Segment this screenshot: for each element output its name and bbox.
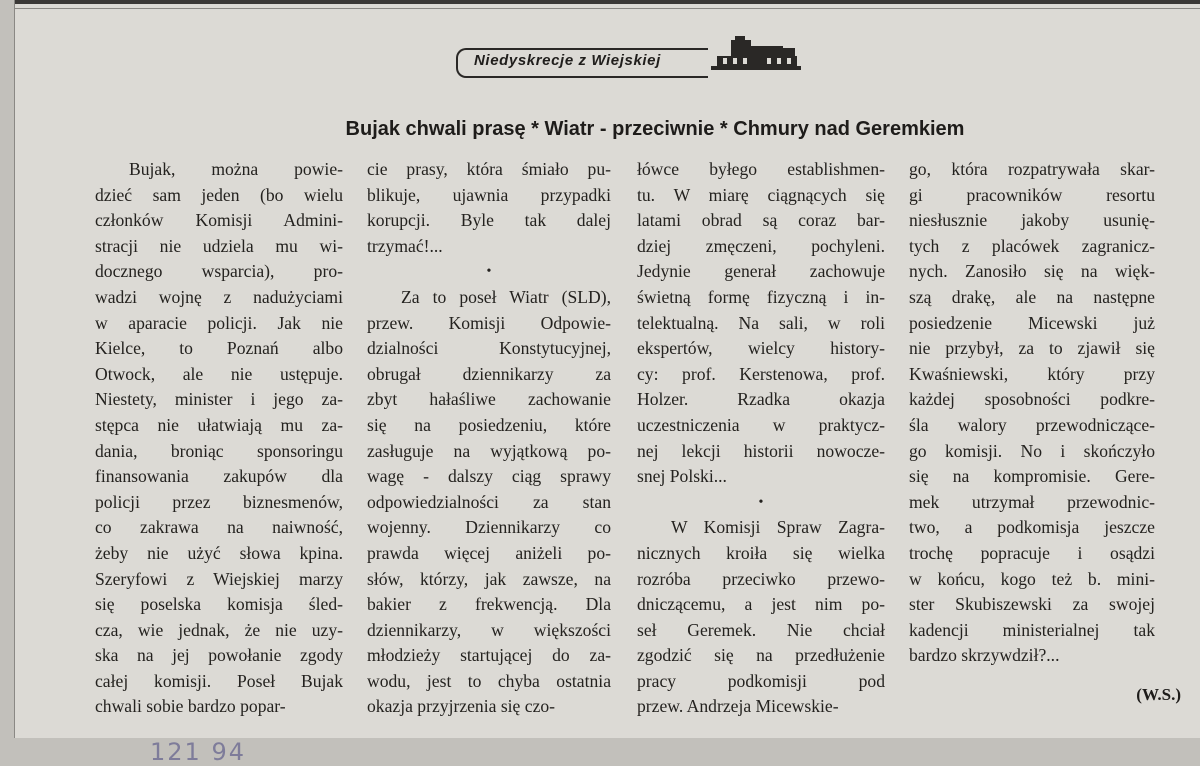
article-line: latami obrad są coraz bar- — [637, 210, 885, 231]
handwritten-note: 121 94 — [150, 738, 246, 766]
article-line: co zakrawa na naiwność, — [95, 517, 343, 538]
article-line: ekspertów, wielcy history- — [637, 338, 885, 359]
article-line: Kwaśniewski, który przy — [909, 363, 1155, 384]
article-line: stępca nie ułatwiają mu za- — [95, 414, 343, 435]
article-line: nicznych kroiła się wielka — [637, 542, 885, 563]
article-line: się poselska komisja śled- — [95, 594, 343, 615]
article-line: przew. Komisji Odpowie- — [367, 312, 611, 333]
article-line: tu. W miarę ciągnących się — [637, 184, 885, 205]
article-line: mek utrzymał przewodnic- — [909, 491, 1155, 512]
article-line: żeby nie użyć słowa kpina. — [95, 542, 343, 563]
article-column-2 — [367, 157, 611, 720]
article-line: go komisji. No i skończyło — [909, 440, 1155, 461]
article-line: posiedzenie Micewski już — [909, 312, 1155, 333]
article-line: się na kompromisie. Gere- — [909, 466, 1155, 487]
article-line: dziej zmęczeni, pochyleni. — [637, 235, 885, 256]
article-line: przew. Andrzeja Micewskie- — [637, 696, 839, 717]
article-line: w końcu, kogo też b. mini- — [909, 568, 1155, 589]
article-line: rozróba przeciwko przewo- — [637, 568, 885, 589]
article-line: śla walory przewodniczące- — [909, 414, 1155, 435]
article-line: trochę popracuje i osądzi — [909, 542, 1155, 563]
article-line: cy: prof. Kerstenowa, prof. — [637, 363, 885, 384]
article-line: łówce byłego establishmen- — [637, 159, 885, 179]
newspaper-clipping — [14, 0, 1200, 738]
article-line: telektualną. Na sali, w roli — [637, 312, 885, 333]
section-title: Niedyskrecje z Wiejskiej — [474, 52, 661, 69]
article-line: blikuje, ujawnia przypadki — [367, 184, 611, 205]
article-line: nej lekcji historii nowocze- — [637, 440, 885, 461]
article-line: świetną formę fizyczną i in- — [637, 286, 885, 307]
article-column-4 — [909, 157, 1155, 669]
article-line: słów, którzy, jak zawsze, na — [367, 568, 611, 589]
article-line: szą drakę, ale na następne — [909, 286, 1155, 307]
article-line: niesłusznie jakoby usunię- — [909, 210, 1155, 231]
article-line: snej Polski... — [637, 466, 727, 487]
article-line: zgodzić się na przedłużenie — [637, 645, 885, 666]
article-line: docznego wsparcia), pro- — [95, 261, 343, 282]
article-line: zasługuje na wyjątkową po- — [367, 440, 611, 461]
article-line: gi pracowników resortu — [909, 184, 1155, 205]
article-line: finansowania zakupów dla — [95, 466, 343, 487]
article-headline: Bujak chwali prasę * Wiatr - przeciwnie * Chmury nad Geremkiem — [345, 118, 965, 140]
article-line: bakier z frekwencją. Dla — [367, 594, 611, 615]
article-line: nie przybył, za to zjawił się — [909, 338, 1155, 359]
article-line: dzialności Konstytucyjnej, — [367, 338, 611, 359]
article-line: tych z placówek zagranicz- — [909, 235, 1155, 256]
article-line: całej komisji. Poseł Bujak — [95, 670, 343, 691]
article-line: Za to poseł Wiatr (SLD), — [401, 286, 611, 307]
article-line: Otwock, ale nie ustępuje. — [95, 363, 343, 384]
article-line: cza, wie jednak, że nie uzy- — [95, 619, 343, 640]
article-line: obrugał dziennikarzy za — [367, 363, 611, 384]
article-line: Szeryfowi z Wiejskiej marzy — [95, 568, 343, 589]
article-line: pracy podkomisji pod — [637, 670, 885, 691]
article-line: wagę - dalszy ciąg sprawy — [367, 466, 611, 487]
article-line: zbyt hałaśliwe zachowanie — [367, 389, 611, 410]
article-line: Jedynie generał zachowuje — [637, 261, 885, 282]
article-line: dniczącemu, a jest nim po- — [637, 594, 885, 615]
article-line: kadencji ministerialnej tak — [909, 619, 1155, 640]
section-bullet: • — [758, 494, 764, 510]
section-bullet: • — [486, 264, 492, 280]
article-line: młodzieży startującej do za- — [367, 645, 611, 666]
author-signature: (W.S.) — [1136, 685, 1181, 704]
article-line: odpowiedzialności za stan — [367, 491, 611, 512]
article-line: uczestniczenia w praktycz- — [637, 414, 885, 435]
article-line: wadzi wojnę z nadużyciami — [95, 286, 343, 307]
article-column-1 — [95, 157, 343, 720]
top-thin-rule — [15, 8, 1200, 9]
parliament-building-icon — [711, 34, 803, 78]
article-line: Kielce, to Poznań albo — [95, 338, 343, 359]
article-line: wojenny. Dziennikarzy co — [367, 517, 611, 538]
article-line: nych. Zanosiło się na więk- — [909, 261, 1155, 282]
article-line: dziennikarzy, w większości — [367, 619, 611, 640]
article-line: korupcji. Byle tak dalej — [367, 210, 611, 231]
article-line: w aparacie policji. Jak nie — [95, 312, 343, 333]
article-line: W Komisji Spraw Zagra- — [671, 517, 885, 538]
article-line: ska na jej powołanie zgody — [95, 645, 343, 666]
article-line: Niestety, minister i jego za- — [95, 389, 343, 410]
article-line: dzieć sam jeden (bo wielu — [95, 184, 343, 205]
article-line: ster Skubiszewski za swojej — [909, 594, 1155, 615]
article-line: trzymać!... — [367, 235, 443, 256]
article-line: Holzer. Rzadka okazja — [637, 389, 885, 410]
article-line: bardzo skrzywdził?... — [909, 645, 1060, 666]
article-line: prawda więcej aniżeli po- — [367, 542, 611, 563]
article-line: każdej sposobności podkre- — [909, 389, 1155, 410]
top-rule — [15, 0, 1200, 4]
article-line: okazja przyjrzenia się czo- — [367, 696, 556, 717]
article-line: chwali sobie bardzo popar- — [95, 696, 286, 717]
article-line: Bujak, można powie- — [129, 159, 343, 179]
article-line: seł Geremek. Nie chciał — [637, 619, 885, 640]
article-line: członków Komisji Admini- — [95, 210, 343, 231]
article-line: wodu, jest to chyba ostatnia — [367, 670, 611, 691]
article-column-3 — [637, 157, 885, 720]
article-line: się na posiedzeniu, które — [367, 414, 611, 435]
article-line: policji przez biznesmenów, — [95, 491, 343, 512]
article-line: go, która rozpatrywała skar- — [909, 159, 1155, 179]
article-line: dania, broniąc sponsoringu — [95, 440, 343, 461]
article-line: cie prasy, która śmiało pu- — [367, 159, 611, 179]
section-masthead — [456, 48, 811, 78]
article-line: stracji nie udziela mu wi- — [95, 235, 343, 256]
article-line: two, a podkomisja jeszcze — [909, 517, 1155, 538]
